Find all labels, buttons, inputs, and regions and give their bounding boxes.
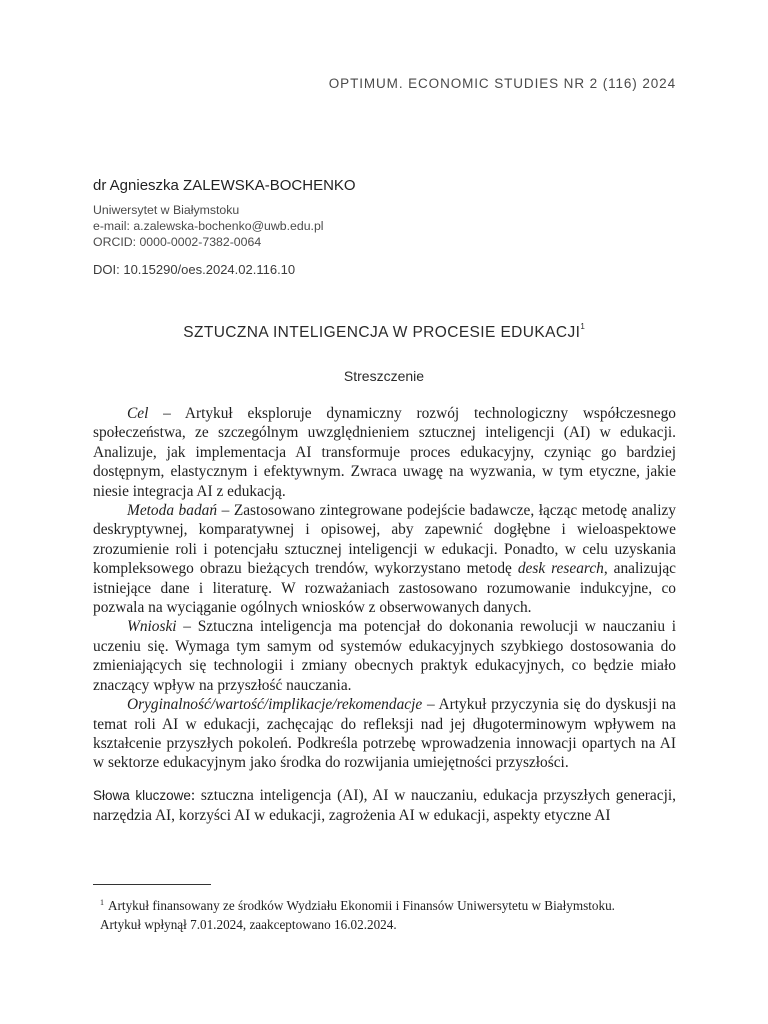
abstract-label-metoda: Metoda badań	[127, 502, 218, 520]
abstract-paragraph-cel	[93, 404, 676, 501]
abstract-label-oryginalnosc: Oryginalność/wartość/implikacje/rekomendacje	[127, 696, 423, 714]
footnote-divider	[93, 884, 211, 885]
keywords-text: : sztuczna inteligencja (AI), AI w nauczaniu, edukacja przyszłych generacji, narzędzia AI, korzyści AI w edukacji, zagrożenia AI w edukacji, aspekty etyczne AI	[93, 787, 676, 824]
abstract-heading: Streszczenie	[343, 368, 425, 384]
affiliation: Uniwersytet w Białymstoku	[93, 203, 240, 217]
footnote-line-1	[100, 893, 678, 915]
abstract-label-wnioski: Wnioski	[127, 618, 177, 636]
article-title-text: SZTUCZNA INTELIGENCJA W PROCESIE EDUKACJI	[183, 324, 581, 341]
author-email[interactable]: e-mail: a.zalewska-bochenko@uwb.edu.pl	[93, 219, 324, 233]
abstract-text-oryginalnosc: – Artykuł przyczynia się do dyskusji na temat roli AI w edukacji, zachęcając do refleksji nad jej długoterminowym wpływem na kształcenie przyszłych pokoleń. Podkreśla potrzebę wprowadzenia innowacji opartych na AI w sektorze edukacyjnym jako środka do rozwijania umiejętności przyszłości.	[93, 696, 676, 772]
abstract-term-desk-research: desk research	[517, 560, 604, 578]
keywords-label: Słowa kluczowe	[93, 788, 191, 803]
abstract-text-cel: – Artykuł eksploruje dynamiczny rozwój technologiczny współczesnego społeczeństwa, ze szczególnym uwzględnieniem sztucznej inteligencji (AI) w edukacji. Analizuje, jak implementacja AI transformuje proces edukacyjny, czyniąc go bardziej dostępnym, elastycznym i efektywnym. Zwraca uwagę na wyzwania, w tym etyczne, jakie niesie integracja AI z edukacją.	[93, 405, 676, 500]
footnote	[100, 893, 678, 934]
abstract-paragraph-metoda	[93, 501, 676, 617]
doi[interactable]: DOI: 10.15290/oes.2024.02.116.10	[93, 262, 296, 277]
title-footnote-mark[interactable]: 1	[580, 322, 585, 331]
keywords	[93, 786, 676, 826]
author-name: dr Agnieszka ZALEWSKA-BOCHENKO	[93, 177, 356, 194]
abstract-paragraph-wnioski	[93, 617, 676, 695]
journal-header: OPTIMUM. ECONOMIC STUDIES NR 2 (116) 2024	[328, 76, 676, 91]
abstract-text-wnioski: – Sztuczna inteligencja ma potencjał do dokonania rewolucji w nauczaniu i uczeniu się. Wymaga tym samym od systemów edukacyjnych szybkiego dostosowania do zmieniających się technologii i zmiany obecnych praktyk edukacyjnych, co będzie miało znaczący wpływ na przyszłość nauczania.	[93, 618, 676, 694]
abstract-paragraph-oryginalnosc	[93, 695, 676, 773]
footnote-funding: Artykuł finansowany ze środków Wydziału Ekonomii i Finansów Uniwersytetu w Białymstoku.	[108, 898, 615, 913]
article-title	[0, 322, 768, 342]
author-affiliation-block	[93, 202, 324, 250]
abstract-text-metoda-a: – Zastosowano zintegrowane podejście badawcze, łącząc metodę analizy deskryptywnej, komparatywnej i opisowej, aby zapewnić dogłębne i wieloaspektowe zrozumienie roli i potencjału sztucznej inteligencji w edukacji. Ponadto, w celu uzyskania kompleksowego obrazu bieżących trendów, wykorzystano metodę	[93, 502, 677, 578]
footnote-mark: 1	[100, 898, 104, 907]
author-orcid[interactable]: ORCID: 0000-0002-7382-0064	[93, 235, 262, 249]
abstract-body	[93, 404, 676, 773]
abstract-label-cel: Cel	[127, 405, 149, 422]
abstract-text-metoda-b: , analizując istniejące dane i literaturę. W rozważaniach zastosowano rozumowanie indukcyjne, co pozwala na wyciąganie ogólnych wniosków z obserwowanych danych.	[93, 560, 677, 617]
footnote-line-2: Artykuł wpłynął 7.01.2024, zaakceptowano 16.02.2024.	[100, 917, 397, 932]
